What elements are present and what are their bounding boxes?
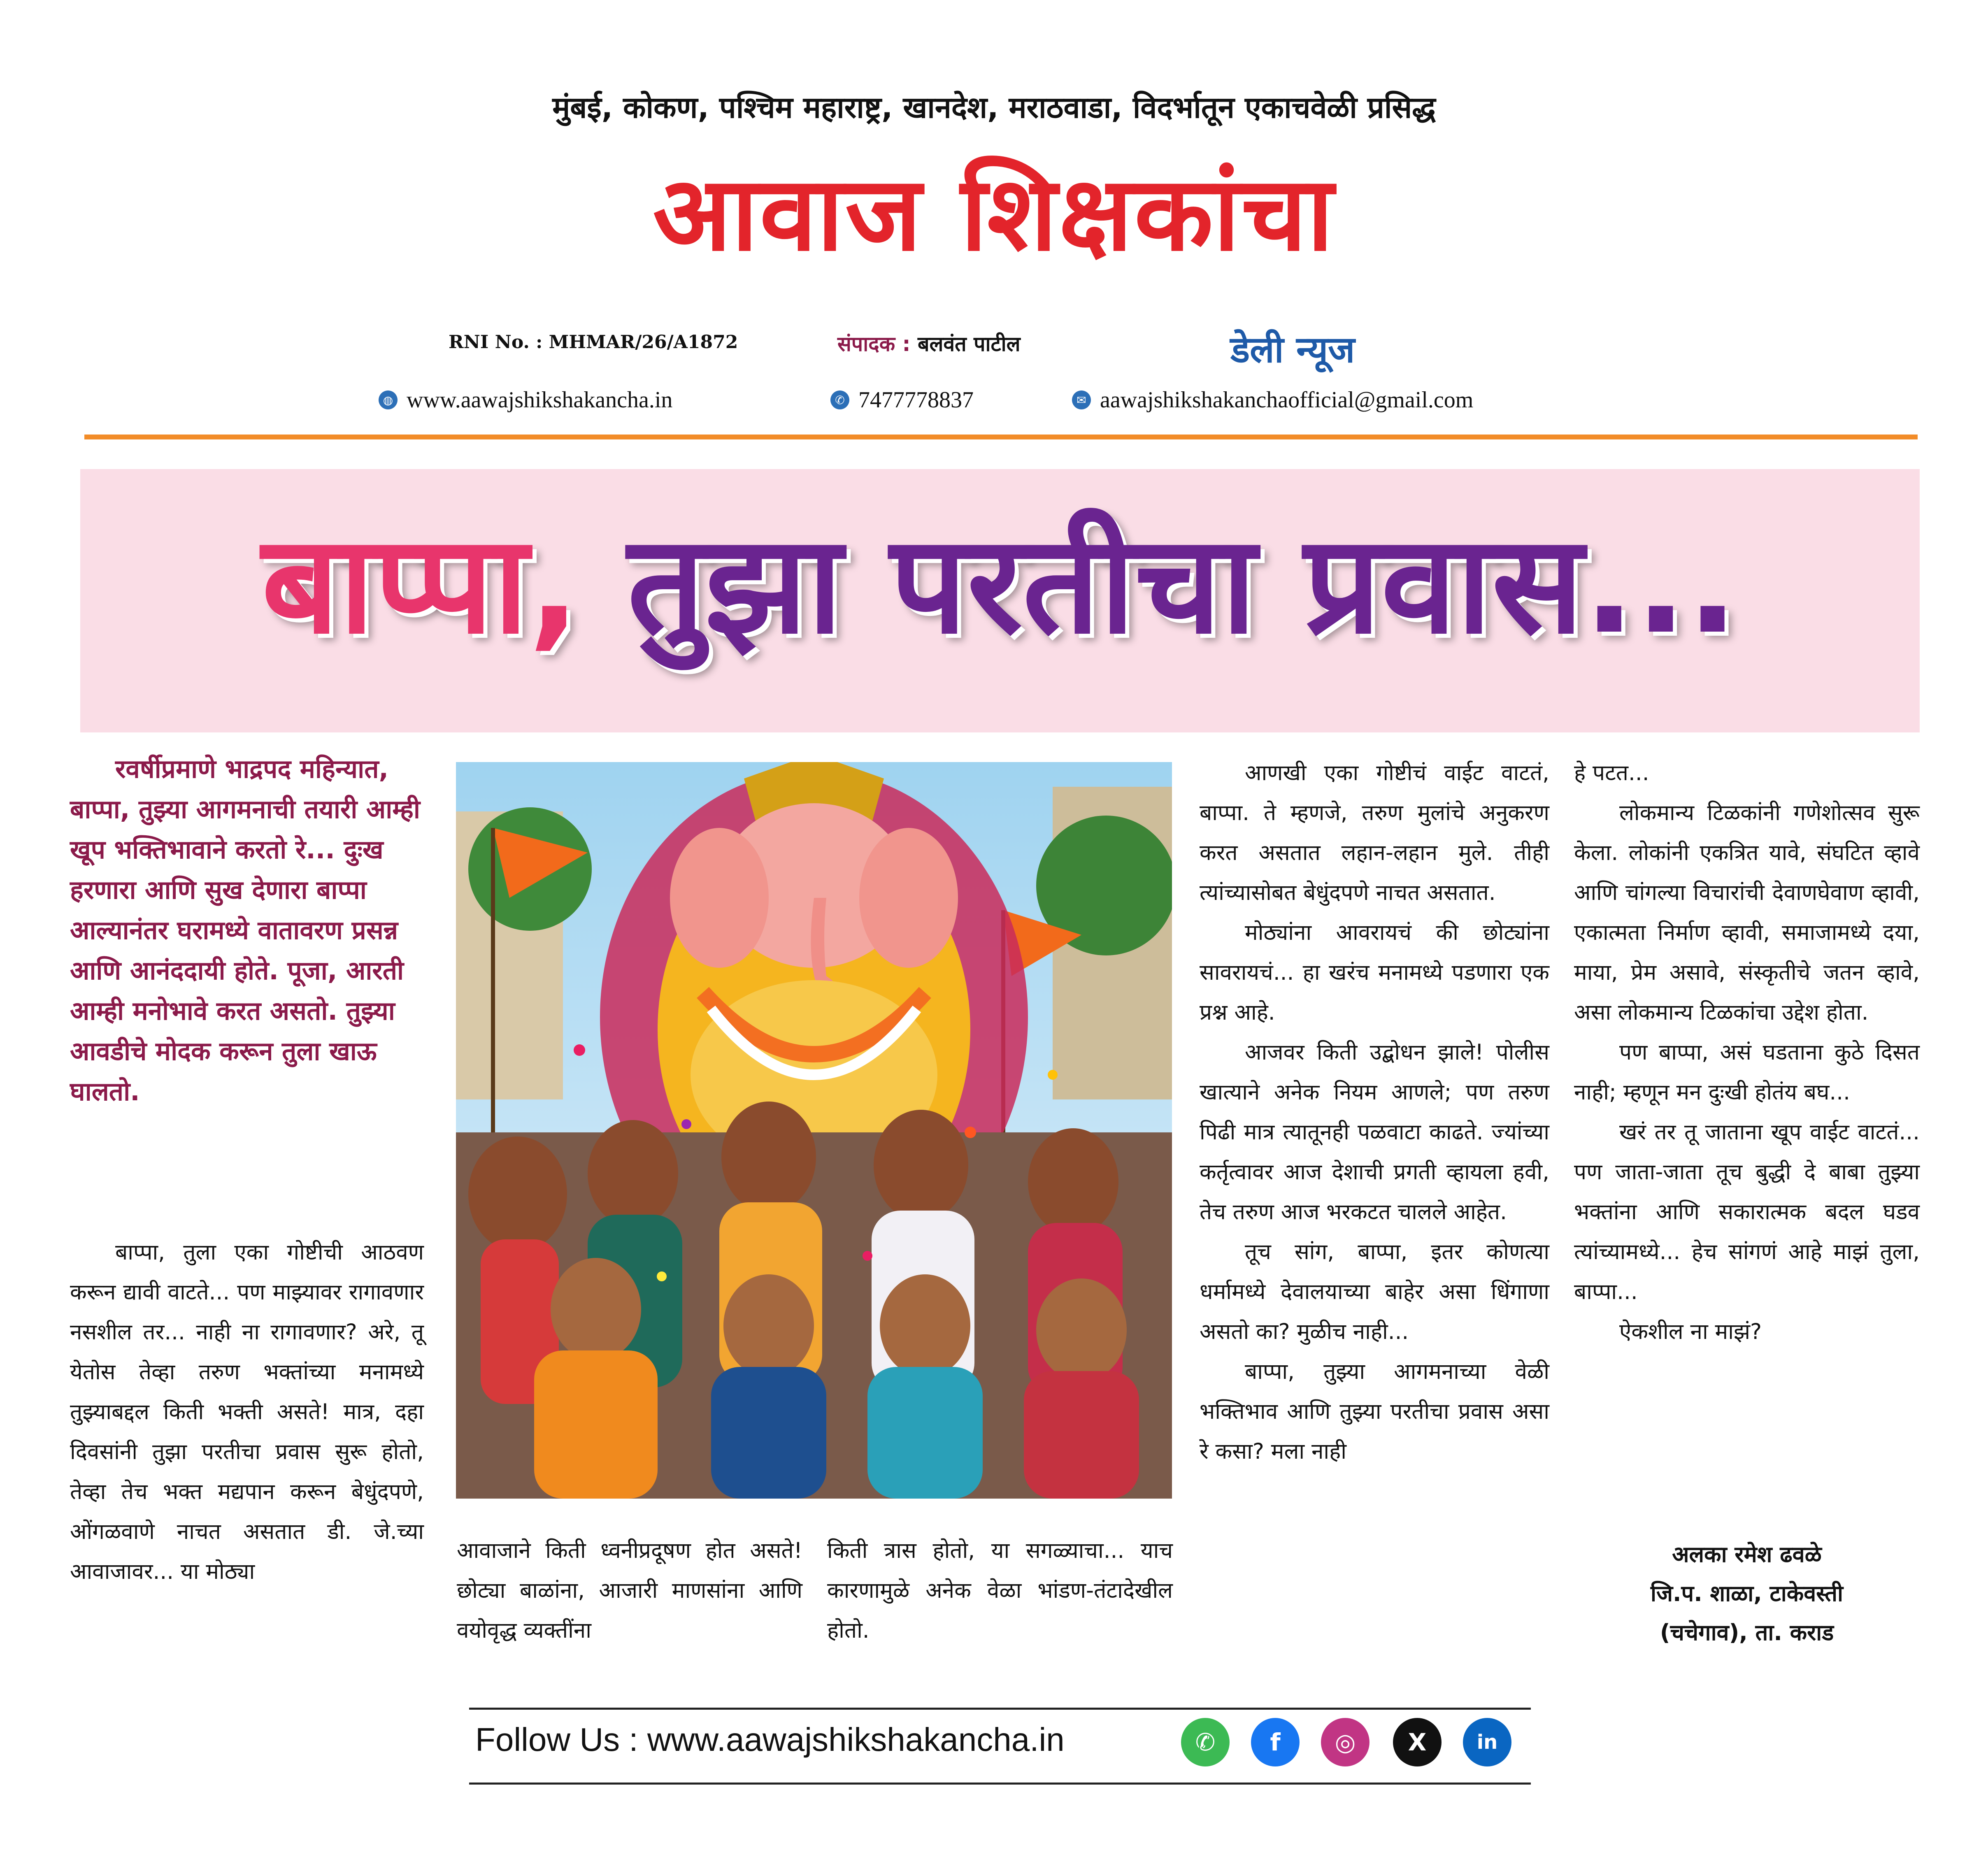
caption-text-1: आवाजाने किती ध्वनीप्रदूषण होत असते! छोट्या बाळांना, आजारी माणसांना आणि वयोवृद्ध व्यक्तींना xyxy=(457,1538,802,1643)
column-c-paragraph: मोठ्यांना आवरायचं की छोट्यांना सावरायचं... हा खरंच मनामध्ये पडणारा एक प्रश्न आहे. xyxy=(1200,920,1549,1025)
column-d-paragraph: पण बाप्पा, असं घडताना कुठे दिसत नाही; म्हणून मन दुःखी होतंय बघ... xyxy=(1574,1040,1920,1105)
phone-contact[interactable] xyxy=(830,387,974,413)
tagline: मुंबई, कोकण, पश्चिम महाराष्ट्र, खानदेश, मराठवाडा, विदर्भातून एकाचवेळी प्रसिद्ध xyxy=(552,90,1436,125)
caption-text-2: किती त्रास होतो, या सगळ्याचा... याच कारणामुळे अनेक वेळा भांडण-तंटादेखील होतो. xyxy=(827,1538,1173,1643)
lead-text: रवर्षीप्रमाणे भाद्रपद महिन्यात, बाप्पा, तुझ्या आगमनाची तयारी आम्ही खूप भक्तिभावाने करतो रे... दुःख हरणारा आणि सुख देणारा बाप्पा आल्यानंतर घरामध्ये वातावरण प्रसन्न आणि आनंददायी होते. पूजा, आरती आम्ही मनोभावे करत असतो. तुझ्या आवडीचे मोदक करून तुला खाऊ घालतो. xyxy=(70,754,420,1106)
follow-us-link[interactable]: Follow Us : www.aawajshikshakancha.in xyxy=(475,1721,1065,1758)
masthead-title: आवाज शिक्षकांचा xyxy=(653,154,1335,274)
caption-column-1 xyxy=(457,1531,802,1650)
author-name: अलका रमेश ढवळे xyxy=(1672,1541,1822,1567)
column-d-paragraph: हे पटत... xyxy=(1574,760,1649,786)
author-school: जि.प. शाळा, टाकेवस्ती xyxy=(1650,1580,1844,1606)
column-c-paragraph: बाप्पा, तुझ्या आगमनाच्या वेळी भक्तिभाव आणि तुझ्या परतीचा प्रवास असा रे कसा? मला नाही xyxy=(1200,1359,1549,1464)
mail-icon: ✉ xyxy=(1072,390,1091,409)
linkedin-icon[interactable]: in xyxy=(1463,1718,1511,1766)
column-d-paragraph: लोकमान्य टिळकांनी गणेशोत्सव सुरू केला. लोकांनी एकत्रित यावे, संघटित व्हावे आणि चांगल्या विचारांची देवाणघेवाण व्हावी, एकात्मता निर्माण व्हावी, समाजामध्ये दया, माया, प्रेम असावे, संस्कृतीचे जतन व्हावे, असा लोकमान्य टिळकांचा उद्देश होता. xyxy=(1574,800,1920,1025)
caption-column-2 xyxy=(827,1531,1173,1650)
article-photo xyxy=(456,762,1172,1499)
footer-bottom-rule xyxy=(469,1783,1531,1785)
column-c xyxy=(1200,753,1549,1471)
website-contact[interactable] xyxy=(379,387,672,413)
email-contact[interactable] xyxy=(1072,387,1473,413)
article-headline xyxy=(80,506,1920,664)
lead-paragraph xyxy=(70,749,424,1112)
ganesh-procession-illustration xyxy=(456,762,1172,1499)
website-text: www.aawajshikshakancha.in xyxy=(407,387,673,413)
globe-icon: ◍ xyxy=(379,390,398,409)
orange-divider xyxy=(84,435,1918,439)
instagram-icon[interactable]: ◎ xyxy=(1321,1718,1370,1766)
column-a-paragraph: बाप्पा, तुला एका गोष्टीची आठवण करून द्यावी वाटते... पण माझ्यावर रागावणार नसशील तर... नाही ना रागावणार? अरे, तू येतोस तेव्हा तरुण भक्तांच्या मनामध्ये तुझ्याबद्दल किती भक्ती असते! मात्र, दहा दिवसांनी तुझा परतीचा प्रवास सुरू होतो, तेव्हा तेच भक्त मद्यपान करून बेधुंदपणे, ओंगळवाणे नाचत असतात डी. जे.च्या आवाजावर... या मोठ्या xyxy=(70,1240,424,1584)
column-a xyxy=(70,1232,424,1592)
editor-label: संपादक : xyxy=(837,332,911,356)
headline-part1: बाप्पा, xyxy=(261,506,580,664)
editor-name: बलवंत पाटील xyxy=(917,332,1021,356)
column-c-paragraph: आजवर किती उद्बोधन झाले! पोलीस खात्याने अनेक नियम आणले; पण तरुण पिढी मात्र त्यातूनही पळवाटा काढते. ज्यांच्या कर्तृत्वावर आज देशाची प्रगती व्हायला हवी, तेच तरुण आज भरकटत चालले आहेत. xyxy=(1200,1040,1549,1225)
author-block xyxy=(1574,1535,1920,1652)
facebook-icon[interactable]: f xyxy=(1251,1718,1300,1766)
whatsapp-icon[interactable]: ✆ xyxy=(1181,1718,1230,1766)
phone-icon: ✆ xyxy=(830,390,849,409)
column-d xyxy=(1574,753,1920,1352)
column-c-paragraph: आणखी एका गोष्टीचं वाईट वाटतं, बाप्पा. ते म्हणजे, तरुण मुलांचे अनुकरण करत असतात लहान-लहान मुले. तीही त्यांच्यासोबत बेधुंदपणे नाचत असतात. xyxy=(1200,760,1549,905)
x-icon[interactable]: X xyxy=(1393,1718,1442,1766)
column-c-paragraph: तूच सांग, बाप्पा, इतर कोणत्या धर्मामध्ये देवालयाच्या बाहेर असा धिंगाणा असतो का? मुळीच नाही... xyxy=(1200,1239,1549,1344)
column-d-paragraph: खरं तर तू जाताना खूप वाईट वाटतं... पण जाता-जाता तूच बुद्धी दे बाबा तुझ्या भक्तांना आणि सकारात्मक बदल घडव त्यांच्यामध्ये... हेच सांगणं आहे माझं तुला, बाप्पा... xyxy=(1574,1120,1920,1304)
rni-number: RNI No. : MHMAR/26/A1872 xyxy=(449,332,738,353)
author-place: (चचेगाव), ता. कराड xyxy=(1660,1620,1834,1645)
column-d-paragraph: ऐकशील ना माझं? xyxy=(1619,1319,1762,1344)
editor-line xyxy=(837,329,1021,357)
headline-part2: तुझा परतीचा प्रवास... xyxy=(627,506,1739,664)
email-text: aawajshikshakanchaofficial@gmail.com xyxy=(1100,387,1474,413)
footer-top-rule xyxy=(469,1708,1531,1710)
phone-text: 7477778837 xyxy=(858,387,974,413)
daily-news-label: डेली न्यूज xyxy=(1230,328,1355,371)
